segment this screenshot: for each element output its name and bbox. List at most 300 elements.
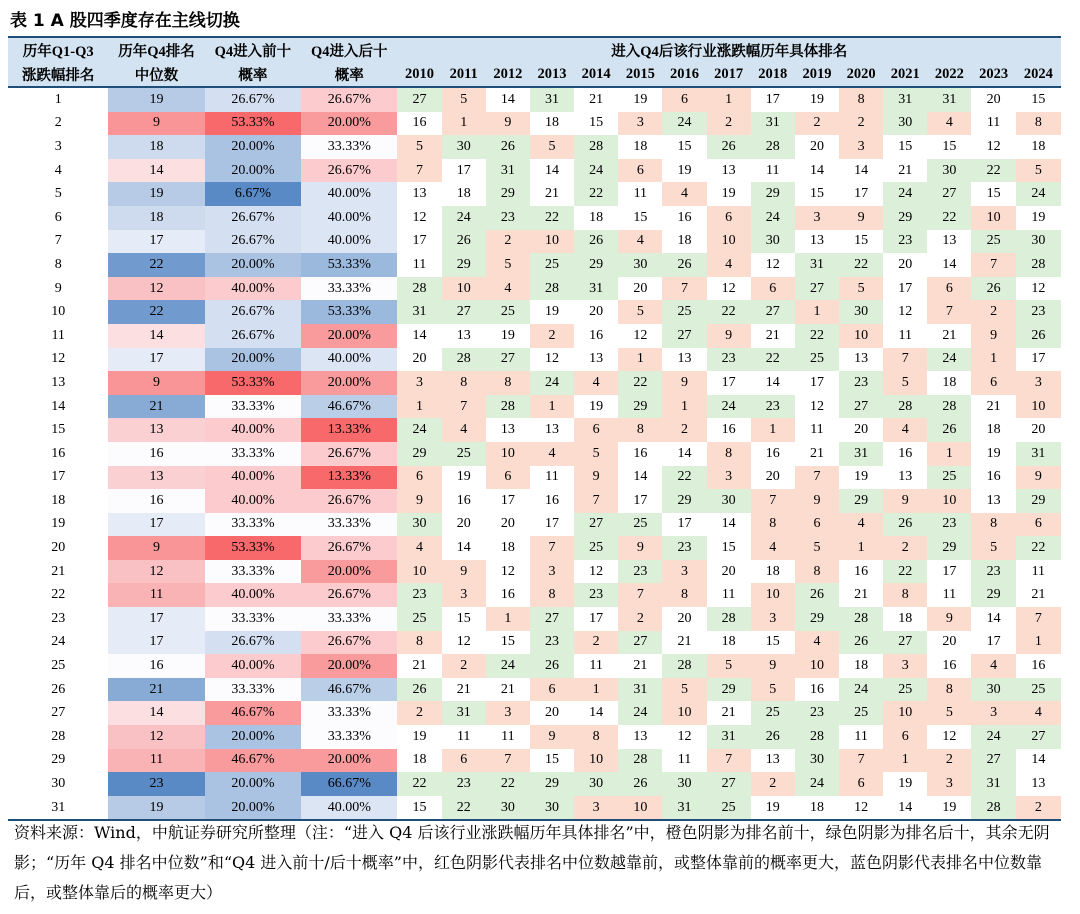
year-rank-cell: 18 bbox=[971, 418, 1015, 442]
median-cell: 17 bbox=[108, 230, 204, 254]
bottom10-prob-cell: 20.00% bbox=[301, 371, 397, 395]
year-rank-cell: 6 bbox=[618, 159, 662, 183]
year-rank-cell: 22 bbox=[397, 772, 441, 796]
header-year-2022: 2022 bbox=[927, 62, 971, 87]
year-rank-cell: 9 bbox=[530, 725, 574, 749]
rank-cell: 15 bbox=[8, 418, 108, 442]
year-rank-cell: 20 bbox=[883, 253, 927, 277]
year-rank-cell: 22 bbox=[751, 348, 795, 372]
header-row-2 bbox=[8, 62, 1061, 87]
year-rank-cell: 5 bbox=[927, 701, 971, 725]
header-year-2023: 2023 bbox=[971, 62, 1015, 87]
year-rank-cell: 2 bbox=[574, 631, 618, 655]
year-rank-cell: 28 bbox=[1016, 253, 1061, 277]
year-rank-cell: 16 bbox=[574, 324, 618, 348]
year-rank-cell: 7 bbox=[486, 749, 530, 773]
year-rank-cell: 13 bbox=[662, 348, 706, 372]
year-rank-cell: 21 bbox=[662, 631, 706, 655]
year-rank-cell: 14 bbox=[1016, 749, 1061, 773]
header-median-line1: 历年Q4排名 bbox=[108, 37, 204, 62]
year-rank-cell: 15 bbox=[971, 182, 1015, 206]
table-row bbox=[8, 725, 1061, 749]
year-rank-cell: 5 bbox=[397, 135, 441, 159]
year-rank-cell: 5 bbox=[574, 442, 618, 466]
year-rank-cell: 27 bbox=[751, 300, 795, 324]
bottom10-prob-cell: 26.67% bbox=[301, 159, 397, 183]
year-rank-cell: 29 bbox=[486, 182, 530, 206]
year-rank-cell: 2 bbox=[883, 536, 927, 560]
bottom10-prob-cell: 13.33% bbox=[301, 418, 397, 442]
year-rank-cell: 9 bbox=[927, 607, 971, 631]
year-rank-cell: 7 bbox=[795, 466, 839, 490]
year-rank-cell: 20 bbox=[618, 277, 662, 301]
year-rank-cell: 26 bbox=[1016, 324, 1061, 348]
rank-cell: 29 bbox=[8, 749, 108, 773]
year-rank-cell: 16 bbox=[618, 442, 662, 466]
year-rank-cell: 14 bbox=[707, 513, 751, 537]
top10-prob-cell: 26.67% bbox=[205, 206, 301, 230]
year-rank-cell: 21 bbox=[839, 583, 883, 607]
year-rank-cell: 24 bbox=[1016, 182, 1061, 206]
year-rank-cell: 23 bbox=[839, 371, 883, 395]
median-cell: 12 bbox=[108, 725, 204, 749]
table-row bbox=[8, 654, 1061, 678]
year-rank-cell: 11 bbox=[530, 466, 574, 490]
year-rank-cell: 4 bbox=[530, 442, 574, 466]
year-rank-cell: 8 bbox=[707, 442, 751, 466]
year-rank-cell: 31 bbox=[397, 300, 441, 324]
year-rank-cell: 15 bbox=[795, 182, 839, 206]
year-rank-cell: 28 bbox=[883, 395, 927, 419]
table-row bbox=[8, 159, 1061, 183]
bottom10-prob-cell: 40.00% bbox=[301, 182, 397, 206]
year-rank-cell: 5 bbox=[839, 277, 883, 301]
table-row bbox=[8, 324, 1061, 348]
year-rank-cell: 4 bbox=[442, 418, 486, 442]
year-rank-cell: 27 bbox=[1016, 725, 1061, 749]
year-rank-cell: 18 bbox=[530, 112, 574, 136]
year-rank-cell: 14 bbox=[662, 442, 706, 466]
bottom10-prob-cell: 66.67% bbox=[301, 772, 397, 796]
year-rank-cell: 31 bbox=[795, 253, 839, 277]
year-rank-cell: 28 bbox=[397, 277, 441, 301]
year-rank-cell: 18 bbox=[662, 230, 706, 254]
rank-cell: 20 bbox=[8, 536, 108, 560]
table-row bbox=[8, 560, 1061, 584]
year-rank-cell: 27 bbox=[530, 607, 574, 631]
year-rank-cell: 19 bbox=[397, 725, 441, 749]
ranking-table bbox=[8, 36, 1061, 821]
bottom10-prob-cell: 26.67% bbox=[301, 631, 397, 655]
rank-cell: 31 bbox=[8, 796, 108, 821]
year-rank-cell: 13 bbox=[574, 348, 618, 372]
year-rank-cell: 29 bbox=[1016, 489, 1061, 513]
year-rank-cell: 19 bbox=[1016, 206, 1061, 230]
year-rank-cell: 26 bbox=[530, 654, 574, 678]
year-rank-cell: 2 bbox=[927, 749, 971, 773]
rank-cell: 7 bbox=[8, 230, 108, 254]
rank-cell: 13 bbox=[8, 371, 108, 395]
year-rank-cell: 8 bbox=[795, 560, 839, 584]
year-rank-cell: 25 bbox=[927, 466, 971, 490]
year-rank-cell: 31 bbox=[839, 442, 883, 466]
year-rank-cell: 17 bbox=[618, 489, 662, 513]
bottom10-prob-cell: 40.00% bbox=[301, 348, 397, 372]
year-rank-cell: 2 bbox=[795, 112, 839, 136]
top10-prob-cell: 46.67% bbox=[205, 749, 301, 773]
year-rank-cell: 6 bbox=[397, 466, 441, 490]
year-rank-cell: 6 bbox=[1016, 513, 1061, 537]
year-rank-cell: 22 bbox=[707, 300, 751, 324]
bottom10-prob-cell: 33.33% bbox=[301, 277, 397, 301]
year-rank-cell: 27 bbox=[442, 300, 486, 324]
year-rank-cell: 30 bbox=[927, 159, 971, 183]
bottom10-prob-cell: 53.33% bbox=[301, 253, 397, 277]
table-row bbox=[8, 701, 1061, 725]
year-rank-cell: 16 bbox=[662, 206, 706, 230]
year-rank-cell: 2 bbox=[1016, 796, 1061, 821]
year-rank-cell: 12 bbox=[971, 135, 1015, 159]
bottom10-prob-cell: 26.67% bbox=[301, 489, 397, 513]
year-rank-cell: 4 bbox=[397, 536, 441, 560]
year-rank-cell: 24 bbox=[486, 654, 530, 678]
year-rank-cell: 11 bbox=[883, 324, 927, 348]
year-rank-cell: 6 bbox=[883, 725, 927, 749]
year-rank-cell: 3 bbox=[574, 796, 618, 821]
rank-cell: 14 bbox=[8, 395, 108, 419]
table-row bbox=[8, 206, 1061, 230]
median-cell: 12 bbox=[108, 277, 204, 301]
bottom10-prob-cell: 33.33% bbox=[301, 607, 397, 631]
table-row bbox=[8, 678, 1061, 702]
year-rank-cell: 14 bbox=[486, 87, 530, 112]
year-rank-cell: 10 bbox=[618, 796, 662, 821]
rank-cell: 28 bbox=[8, 725, 108, 749]
year-rank-cell: 9 bbox=[618, 536, 662, 560]
year-rank-cell: 30 bbox=[707, 489, 751, 513]
year-rank-cell: 10 bbox=[442, 277, 486, 301]
year-rank-cell: 2 bbox=[442, 654, 486, 678]
year-rank-cell: 30 bbox=[1016, 230, 1061, 254]
year-rank-cell: 10 bbox=[927, 489, 971, 513]
top10-prob-cell: 33.33% bbox=[205, 607, 301, 631]
year-rank-cell: 16 bbox=[707, 418, 751, 442]
year-rank-cell: 17 bbox=[707, 371, 751, 395]
year-rank-cell: 29 bbox=[397, 442, 441, 466]
year-rank-cell: 7 bbox=[1016, 607, 1061, 631]
year-rank-cell: 3 bbox=[883, 654, 927, 678]
year-rank-cell: 24 bbox=[618, 701, 662, 725]
year-rank-cell: 23 bbox=[971, 560, 1015, 584]
top10-prob-cell: 20.00% bbox=[205, 348, 301, 372]
year-rank-cell: 8 bbox=[751, 513, 795, 537]
top10-prob-cell: 40.00% bbox=[205, 418, 301, 442]
year-rank-cell: 8 bbox=[927, 678, 971, 702]
bottom10-prob-cell: 20.00% bbox=[301, 749, 397, 773]
year-rank-cell: 24 bbox=[883, 182, 927, 206]
year-rank-cell: 16 bbox=[795, 678, 839, 702]
header-top10-line2: 概率 bbox=[205, 62, 301, 87]
year-rank-cell: 15 bbox=[751, 631, 795, 655]
bottom10-prob-cell: 53.33% bbox=[301, 300, 397, 324]
year-rank-cell: 8 bbox=[839, 87, 883, 112]
year-rank-cell: 27 bbox=[795, 277, 839, 301]
table-row bbox=[8, 466, 1061, 490]
year-rank-cell: 11 bbox=[971, 112, 1015, 136]
bottom10-prob-cell: 26.67% bbox=[301, 442, 397, 466]
rank-cell: 22 bbox=[8, 583, 108, 607]
header-year-2010: 2010 bbox=[397, 62, 441, 87]
year-rank-cell: 13 bbox=[442, 324, 486, 348]
year-rank-cell: 19 bbox=[839, 466, 883, 490]
year-rank-cell: 17 bbox=[971, 631, 1015, 655]
year-rank-cell: 28 bbox=[442, 348, 486, 372]
top10-prob-cell: 20.00% bbox=[205, 796, 301, 821]
top10-prob-cell: 33.33% bbox=[205, 395, 301, 419]
year-rank-cell: 8 bbox=[442, 371, 486, 395]
year-rank-cell: 9 bbox=[971, 324, 1015, 348]
year-rank-cell: 6 bbox=[442, 749, 486, 773]
source-note: 资料来源：Wind，中航证券研究所整理（注：“进入 Q4 后该行业涨跌幅历年具体排名”中，橙色阴影为排名前十，绿色阴影为排名后十，其余无阴影；“历年 Q4 排名中位数”和“Q4 进入前十/后十概率”中，红色阴影代表排名中位数越靠前，或整体靠前的概率更大，蓝色阴影代表排名中位数靠后，或整体靠后的概率更大） bbox=[14, 823, 1050, 902]
year-rank-cell: 14 bbox=[618, 466, 662, 490]
year-rank-cell: 26 bbox=[662, 253, 706, 277]
year-rank-cell: 12 bbox=[662, 725, 706, 749]
year-rank-cell: 29 bbox=[795, 607, 839, 631]
year-rank-cell: 31 bbox=[662, 796, 706, 821]
year-rank-cell: 29 bbox=[883, 206, 927, 230]
year-rank-cell: 9 bbox=[1016, 466, 1061, 490]
table-row bbox=[8, 631, 1061, 655]
year-rank-cell: 7 bbox=[883, 348, 927, 372]
bottom10-prob-cell: 46.67% bbox=[301, 395, 397, 419]
year-rank-cell: 20 bbox=[1016, 418, 1061, 442]
year-rank-cell: 6 bbox=[795, 513, 839, 537]
year-rank-cell: 26 bbox=[927, 418, 971, 442]
year-rank-cell: 24 bbox=[397, 418, 441, 442]
year-rank-cell: 28 bbox=[662, 654, 706, 678]
year-rank-cell: 27 bbox=[883, 631, 927, 655]
median-cell: 12 bbox=[108, 560, 204, 584]
year-rank-cell: 9 bbox=[662, 371, 706, 395]
year-rank-cell: 10 bbox=[971, 206, 1015, 230]
year-rank-cell: 25 bbox=[618, 513, 662, 537]
header-median-line2: 中位数 bbox=[108, 62, 204, 87]
year-rank-cell: 2 bbox=[486, 230, 530, 254]
year-rank-cell: 23 bbox=[442, 772, 486, 796]
year-rank-cell: 26 bbox=[707, 135, 751, 159]
year-rank-cell: 12 bbox=[707, 277, 751, 301]
year-rank-cell: 26 bbox=[574, 230, 618, 254]
table-row bbox=[8, 418, 1061, 442]
year-rank-cell: 17 bbox=[530, 513, 574, 537]
year-rank-cell: 22 bbox=[1016, 536, 1061, 560]
top10-prob-cell: 20.00% bbox=[205, 725, 301, 749]
year-rank-cell: 3 bbox=[486, 701, 530, 725]
year-rank-cell: 28 bbox=[486, 395, 530, 419]
year-rank-cell: 17 bbox=[883, 277, 927, 301]
year-rank-cell: 23 bbox=[486, 206, 530, 230]
rank-cell: 25 bbox=[8, 654, 108, 678]
median-cell: 19 bbox=[108, 182, 204, 206]
year-rank-cell: 5 bbox=[442, 87, 486, 112]
table-row bbox=[8, 442, 1061, 466]
year-rank-cell: 4 bbox=[574, 371, 618, 395]
year-rank-cell: 28 bbox=[839, 607, 883, 631]
year-rank-cell: 24 bbox=[530, 371, 574, 395]
top10-prob-cell: 46.67% bbox=[205, 701, 301, 725]
year-rank-cell: 10 bbox=[574, 749, 618, 773]
year-rank-cell: 4 bbox=[618, 230, 662, 254]
year-rank-cell: 6 bbox=[530, 678, 574, 702]
year-rank-cell: 14 bbox=[530, 159, 574, 183]
year-rank-cell: 29 bbox=[662, 489, 706, 513]
top10-prob-cell: 26.67% bbox=[205, 324, 301, 348]
year-rank-cell: 14 bbox=[751, 371, 795, 395]
year-rank-cell: 18 bbox=[574, 206, 618, 230]
year-rank-cell: 4 bbox=[707, 253, 751, 277]
year-rank-cell: 13 bbox=[397, 182, 441, 206]
year-rank-cell: 30 bbox=[574, 772, 618, 796]
year-rank-cell: 5 bbox=[751, 678, 795, 702]
year-rank-cell: 22 bbox=[574, 182, 618, 206]
rank-cell: 17 bbox=[8, 466, 108, 490]
year-rank-cell: 10 bbox=[795, 654, 839, 678]
year-rank-cell: 20 bbox=[397, 348, 441, 372]
table-title: 表 1 A 股四季度存在主线切换 bbox=[10, 11, 240, 31]
top10-prob-cell: 53.33% bbox=[205, 112, 301, 136]
year-rank-cell: 7 bbox=[442, 395, 486, 419]
year-rank-cell: 31 bbox=[574, 277, 618, 301]
year-rank-cell: 21 bbox=[707, 701, 751, 725]
year-rank-cell: 13 bbox=[618, 725, 662, 749]
year-rank-cell: 1 bbox=[971, 348, 1015, 372]
year-rank-cell: 17 bbox=[442, 159, 486, 183]
year-rank-cell: 10 bbox=[839, 324, 883, 348]
median-cell: 22 bbox=[108, 300, 204, 324]
median-cell: 14 bbox=[108, 701, 204, 725]
year-rank-cell: 8 bbox=[618, 418, 662, 442]
year-rank-cell: 5 bbox=[486, 253, 530, 277]
year-rank-cell: 22 bbox=[530, 206, 574, 230]
table-row bbox=[8, 87, 1061, 112]
rank-cell: 19 bbox=[8, 513, 108, 537]
year-rank-cell: 18 bbox=[707, 631, 751, 655]
year-rank-cell: 23 bbox=[751, 395, 795, 419]
year-rank-cell: 4 bbox=[839, 513, 883, 537]
top10-prob-cell: 53.33% bbox=[205, 371, 301, 395]
year-rank-cell: 8 bbox=[397, 631, 441, 655]
year-rank-cell: 6 bbox=[971, 371, 1015, 395]
year-rank-cell: 12 bbox=[927, 725, 971, 749]
rank-cell: 30 bbox=[8, 772, 108, 796]
table-row bbox=[8, 607, 1061, 631]
year-rank-cell: 7 bbox=[751, 489, 795, 513]
bottom10-prob-cell: 26.67% bbox=[301, 536, 397, 560]
top10-prob-cell: 33.33% bbox=[205, 678, 301, 702]
year-rank-cell: 19 bbox=[618, 87, 662, 112]
year-rank-cell: 11 bbox=[397, 253, 441, 277]
year-rank-cell: 12 bbox=[839, 796, 883, 821]
year-rank-cell: 22 bbox=[839, 253, 883, 277]
year-rank-cell: 18 bbox=[618, 135, 662, 159]
year-rank-cell: 20 bbox=[530, 701, 574, 725]
year-rank-cell: 19 bbox=[751, 796, 795, 821]
top10-prob-cell: 40.00% bbox=[205, 466, 301, 490]
median-cell: 17 bbox=[108, 607, 204, 631]
header-year-2019: 2019 bbox=[795, 62, 839, 87]
bottom10-prob-cell: 33.33% bbox=[301, 513, 397, 537]
year-rank-cell: 10 bbox=[397, 560, 441, 584]
year-rank-cell: 31 bbox=[618, 678, 662, 702]
year-rank-cell: 1 bbox=[662, 395, 706, 419]
median-cell: 19 bbox=[108, 796, 204, 821]
year-rank-cell: 13 bbox=[795, 230, 839, 254]
year-rank-cell: 24 bbox=[795, 772, 839, 796]
year-rank-cell: 23 bbox=[795, 701, 839, 725]
year-rank-cell: 6 bbox=[486, 466, 530, 490]
year-rank-cell: 25 bbox=[574, 536, 618, 560]
year-rank-cell: 30 bbox=[839, 300, 883, 324]
bottom10-prob-cell: 46.67% bbox=[301, 678, 397, 702]
year-rank-cell: 31 bbox=[971, 772, 1015, 796]
year-rank-cell: 16 bbox=[486, 583, 530, 607]
year-rank-cell: 5 bbox=[662, 678, 706, 702]
year-rank-cell: 30 bbox=[442, 135, 486, 159]
year-rank-cell: 10 bbox=[1016, 395, 1061, 419]
year-rank-cell: 15 bbox=[883, 135, 927, 159]
year-rank-cell: 15 bbox=[618, 206, 662, 230]
top10-prob-cell: 20.00% bbox=[205, 135, 301, 159]
year-rank-cell: 18 bbox=[751, 560, 795, 584]
year-rank-cell: 27 bbox=[927, 182, 971, 206]
bottom10-prob-cell: 40.00% bbox=[301, 206, 397, 230]
year-rank-cell: 4 bbox=[883, 418, 927, 442]
year-rank-cell: 23 bbox=[662, 536, 706, 560]
year-rank-cell: 24 bbox=[971, 725, 1015, 749]
year-rank-cell: 15 bbox=[486, 631, 530, 655]
year-rank-cell: 5 bbox=[530, 135, 574, 159]
year-rank-cell: 20 bbox=[662, 607, 706, 631]
year-rank-cell: 15 bbox=[707, 536, 751, 560]
year-rank-cell: 13 bbox=[883, 466, 927, 490]
year-rank-cell: 10 bbox=[530, 230, 574, 254]
year-rank-cell: 27 bbox=[707, 772, 751, 796]
median-cell: 16 bbox=[108, 654, 204, 678]
year-rank-cell: 7 bbox=[927, 300, 971, 324]
year-rank-cell: 17 bbox=[574, 607, 618, 631]
header-row-1 bbox=[8, 37, 1061, 62]
year-rank-cell: 11 bbox=[662, 749, 706, 773]
year-rank-cell: 28 bbox=[927, 395, 971, 419]
year-rank-cell: 23 bbox=[397, 583, 441, 607]
year-rank-cell: 21 bbox=[795, 442, 839, 466]
top10-prob-cell: 26.67% bbox=[205, 631, 301, 655]
year-rank-cell: 27 bbox=[574, 513, 618, 537]
year-rank-cell: 5 bbox=[883, 371, 927, 395]
year-rank-cell: 26 bbox=[751, 725, 795, 749]
median-cell: 9 bbox=[108, 371, 204, 395]
top10-prob-cell: 40.00% bbox=[205, 489, 301, 513]
bottom10-prob-cell: 20.00% bbox=[301, 654, 397, 678]
year-rank-cell: 8 bbox=[530, 583, 574, 607]
table-row bbox=[8, 395, 1061, 419]
year-rank-cell: 3 bbox=[971, 701, 1015, 725]
year-rank-cell: 23 bbox=[883, 230, 927, 254]
header-year-group: 进入Q4后该行业涨跌幅历年具体排名 bbox=[397, 37, 1061, 62]
year-rank-cell: 18 bbox=[839, 654, 883, 678]
year-rank-cell: 15 bbox=[574, 112, 618, 136]
year-rank-cell: 25 bbox=[707, 796, 751, 821]
